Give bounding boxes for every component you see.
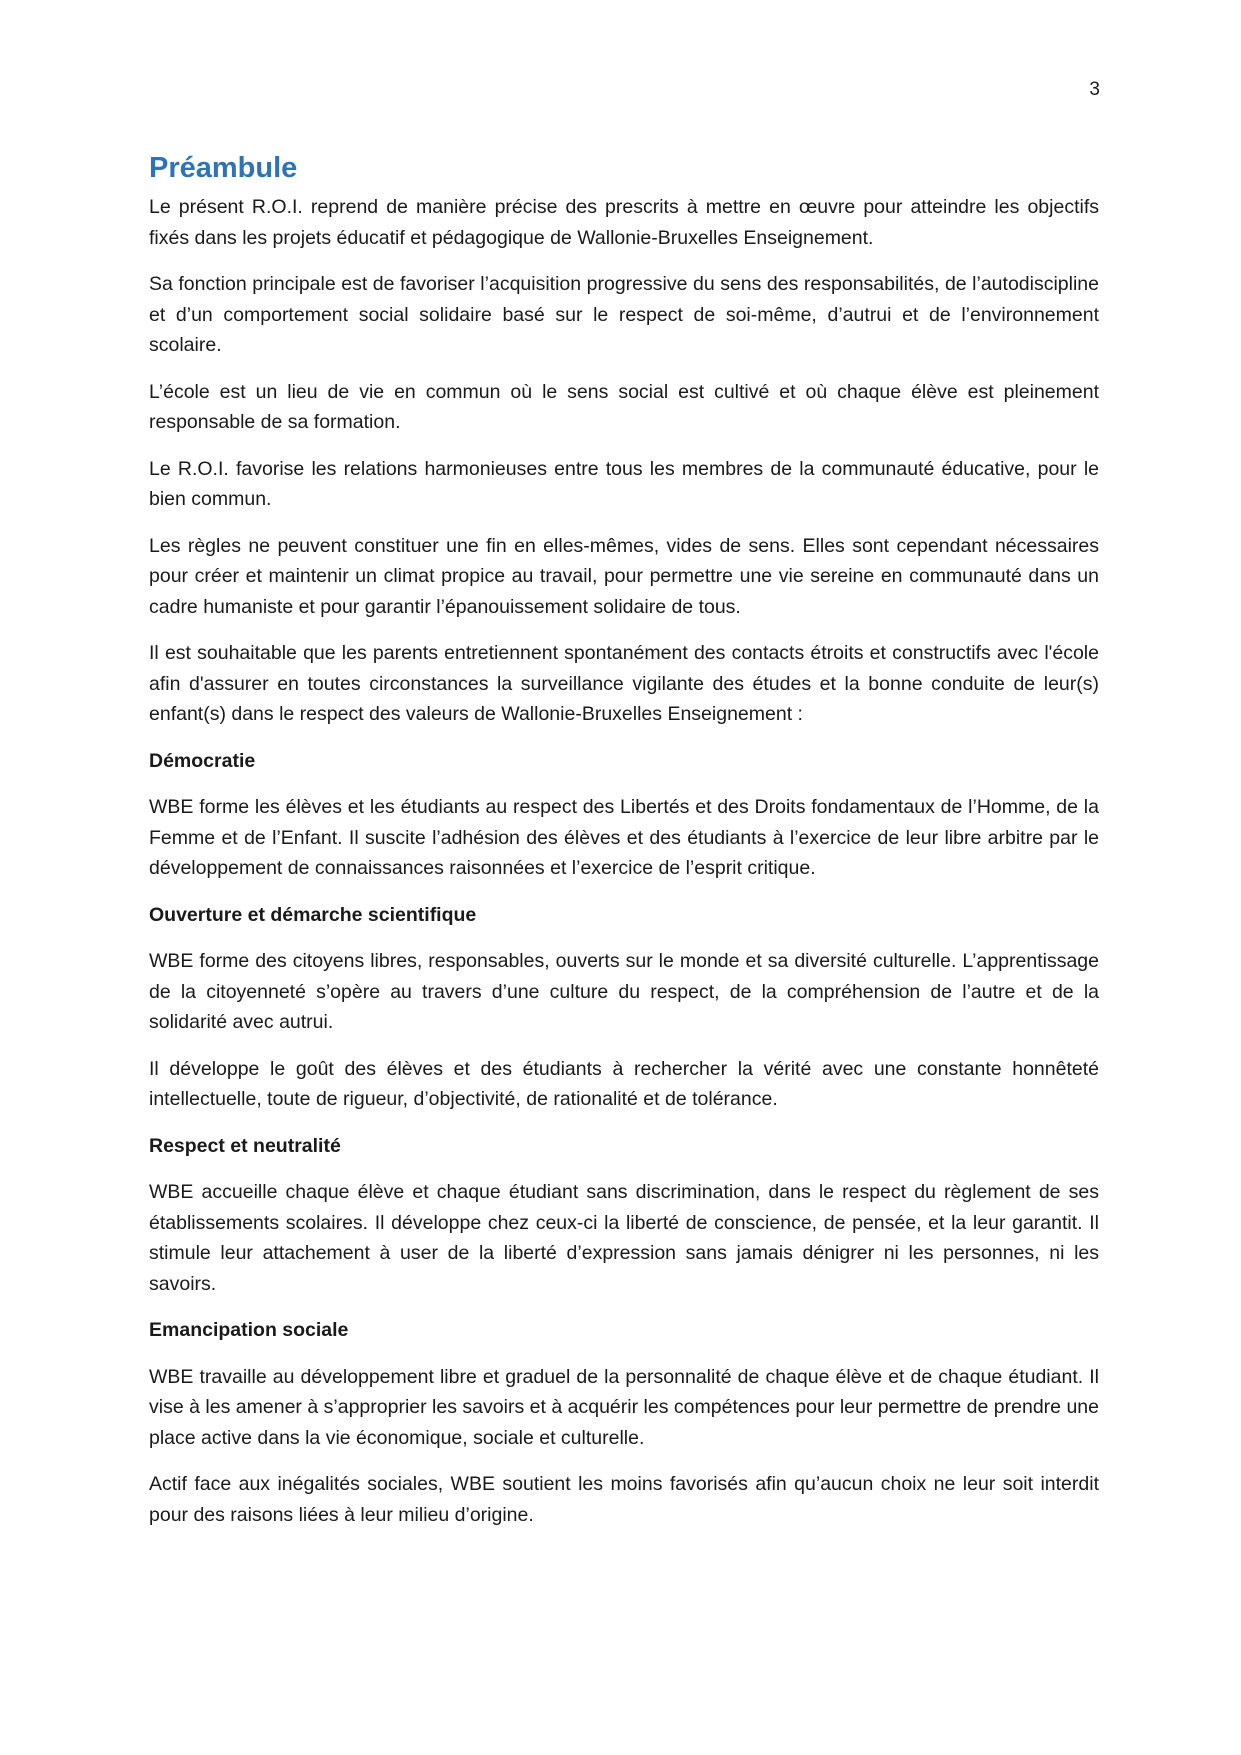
- page-content: [149, 150, 1099, 1546]
- section-paragraph: WBE accueille chaque élève et chaque étudiant sans discrimination, dans le respect du règlement de ses établissements scolaires. Il développe chez ceux-ci la liberté de conscience, de pensée, et la leur garantit. Il stimule leur attachement à user de la liberté d’expression sans jamais dénigrer ni les personnes, ni les savoirs.: [149, 1181, 1099, 1295]
- section-paragraph: Il développe le goût des élèves et des étudiants à rechercher la vérité avec une constante honnêteté intellectuelle, toute de rigueur, d’objectivité, de rationalité et de tolérance.: [149, 1057, 1099, 1110]
- preamble-paragraph: Le présent R.O.I. reprend de manière précise des prescrits à mettre en œuvre pour atteindre les objectifs fixés dans les projets éducatif et pédagogique de Wallonie-Bruxelles Enseignement.: [149, 196, 1099, 249]
- section-ouverture: [149, 900, 1099, 1115]
- section-emancipation: [149, 1315, 1099, 1530]
- section-heading: Ouverture et démarche scientifique: [149, 903, 477, 926]
- preamble-title: Préambule: [149, 152, 298, 184]
- section-democratie: [149, 746, 1099, 884]
- section-paragraph: WBE forme les élèves et les étudiants au respect des Libertés et des Droits fondamentaux de l’Homme, de la Femme et de l’Enfant. Il suscite l’adhésion des élèves et des étudiants à l’exercice de leur libre arbitre par le développement de connaissances raisonnées et l’exercice de l’esprit critique.: [149, 796, 1099, 879]
- section-respect: [149, 1131, 1099, 1300]
- section-heading: Emancipation sociale: [149, 1319, 349, 1341]
- preamble-paragraph: Le R.O.I. favorise les relations harmonieuses entre tous les membres de la communauté éducative, pour le bien commun.: [149, 457, 1099, 510]
- preamble-paragraph: Sa fonction principale est de favoriser l’acquisition progressive du sens des responsabilités, de l’autodiscipline et d’un comportement social solidaire basé sur le respect de soi-même, d’autrui et de l’environnement scolaire.: [149, 273, 1099, 356]
- preamble-paragraph: L’école est un lieu de vie en commun où le sens social est cultivé et où chaque élève est pleinement responsable de sa formation.: [149, 380, 1099, 433]
- preamble-paragraph: Les règles ne peuvent constituer une fin en elles-mêmes, vides de sens. Elles sont cependant nécessaires pour créer et maintenir un climat propice au travail, pour permettre une vie sereine en communauté dans un cadre humaniste et pour garantir l’épanouissement solidaire de tous.: [149, 534, 1099, 618]
- section-heading: Respect et neutralité: [149, 1134, 341, 1157]
- preamble-paragraph: Il est souhaitable que les parents entretiennent spontanément des contacts étroits et constructifs avec l'école afin d'assurer en toutes circonstances la surveillance vigilante des études et la bonne conduite de leur(s) enfant(s) dans le respect des valeurs de Wallonie-Bruxelles Enseignement :: [149, 642, 1099, 725]
- section-paragraph: WBE travaille au développement libre et graduel de la personnalité de chaque élève et de chaque étudiant. Il vise à les amener à s’approprier les savoirs et à acquérir les compétences pour leur permettre de prendre une place active dans la vie économique, sociale et culturelle.: [149, 1365, 1099, 1449]
- section-paragraph: WBE forme des citoyens libres, responsables, ouverts sur le monde et sa diversité culturelle. L’apprentissage de la citoyenneté s’opère au travers d’une culture du respect, de la compréhension de l’autre et de la solidarité avec autrui.: [149, 950, 1099, 1033]
- page-number: 3: [1089, 79, 1100, 100]
- section-paragraph: Actif face aux inégalités sociales, WBE soutient les moins favorisés afin qu’aucun choix ne leur soit interdit pour des raisons liées à leur milieu d’origine.: [149, 1473, 1099, 1526]
- section-heading: Démocratie: [149, 749, 256, 772]
